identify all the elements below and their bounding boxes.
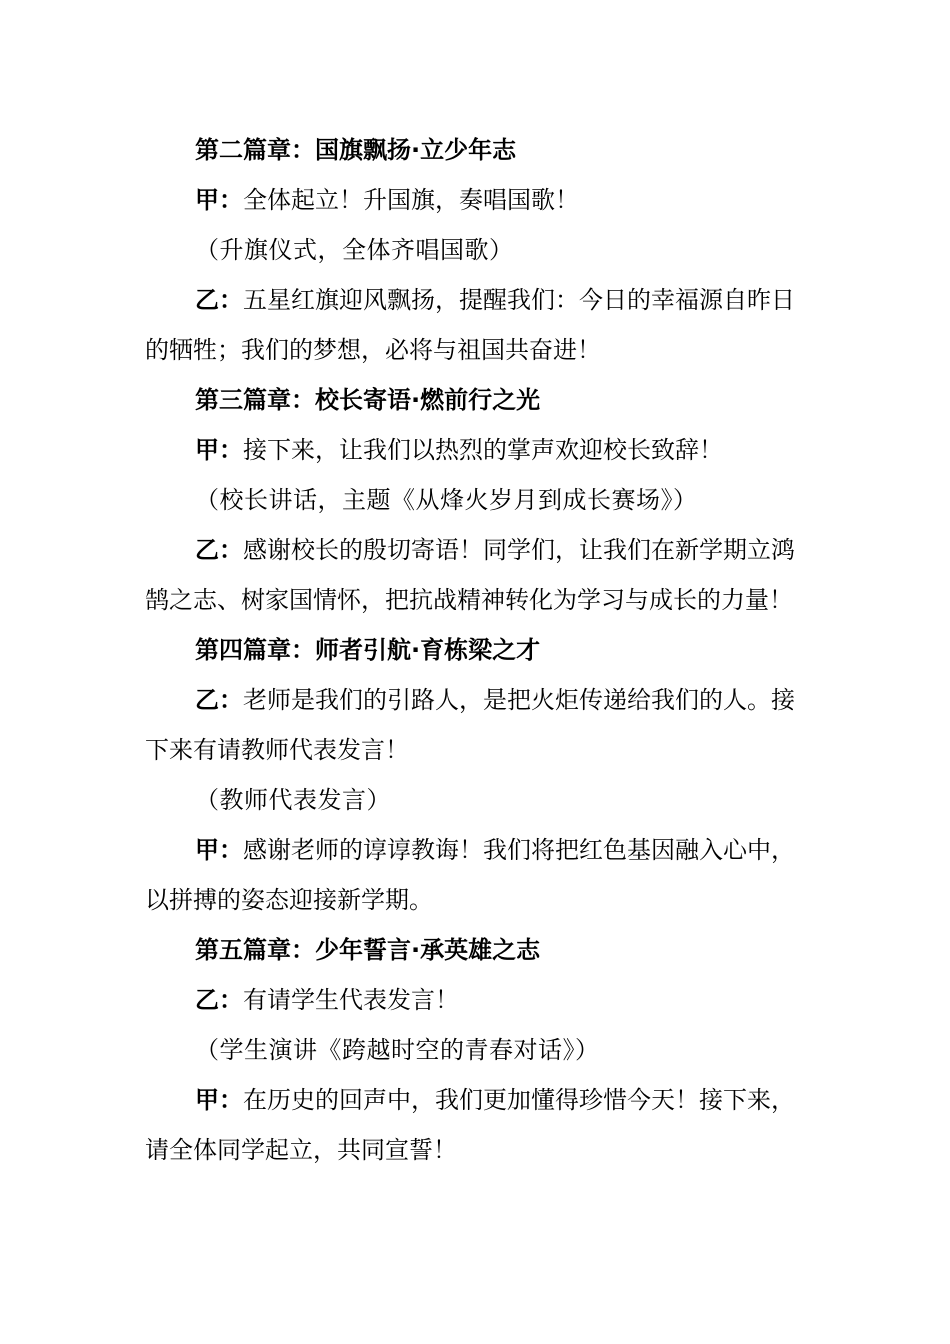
speaker-label: 乙： (195, 536, 243, 564)
speech-text: 全体起立！升国旗，奏唱国歌！ (243, 186, 579, 214)
stage-direction: （升旗仪式，全体齐唱国歌） (195, 236, 514, 264)
speech-text: 老师是我们的引路人，是把火炬传递给我们的人。接下来有请教师代表发言！ (145, 686, 795, 764)
speaker-label: 甲： (195, 186, 243, 214)
chapter-heading: 第五篇章：少年誓言·承英雄之志 (195, 936, 541, 964)
speech-line (145, 175, 815, 225)
speech-text: 接下来，让我们以热烈的掌声欢迎校长致辞！ (243, 436, 723, 464)
speech-line (145, 975, 815, 1025)
document-body (145, 125, 815, 1175)
speech-text: 有请学生代表发言！ (243, 986, 459, 1014)
speaker-label: 甲： (195, 836, 243, 864)
speaker-label: 甲： (195, 1086, 243, 1114)
stage-direction: （校长讲话，主题《从烽火岁月到成长赛场》） (195, 486, 698, 514)
speaker-label: 乙： (195, 286, 243, 314)
speech-text: 感谢老师的谆谆教诲！我们将把红色基因融入心中，以拼搏的姿态迎接新学期。 (145, 836, 795, 914)
speech-line (145, 275, 815, 375)
speaker-label: 乙： (195, 686, 243, 714)
speech-text: 感谢校长的殷切寄语！同学们，让我们在新学期立鸿鹄之志、树家国情怀，把抗战精神转化为学习与成长的力量！ (145, 536, 795, 614)
speaker-label: 甲： (195, 436, 243, 464)
speech-line (145, 525, 815, 625)
stage-direction: （教师代表发言） (195, 786, 391, 814)
chapter-heading: 第四篇章：师者引航·育栋梁之才 (195, 636, 541, 664)
speech-line (145, 425, 815, 475)
speaker-label: 乙： (195, 986, 243, 1014)
speech-text: 在历史的回声中，我们更加懂得珍惜今天！接下来，请全体同学起立，共同宣誓！ (145, 1086, 795, 1164)
speech-line (145, 675, 815, 775)
stage-direction: （学生演讲《跨越时空的青春对话》） (195, 1036, 600, 1064)
speech-text: 五星红旗迎风飘扬，提醒我们：今日的幸福源自昨日的牺牲；我们的梦想，必将与祖国共奋进！ (145, 286, 795, 364)
speech-line (145, 1075, 815, 1175)
chapter-heading: 第二篇章：国旗飘扬·立少年志 (195, 136, 517, 164)
speech-line (145, 825, 815, 925)
chapter-heading: 第三篇章：校长寄语·燃前行之光 (195, 386, 541, 414)
